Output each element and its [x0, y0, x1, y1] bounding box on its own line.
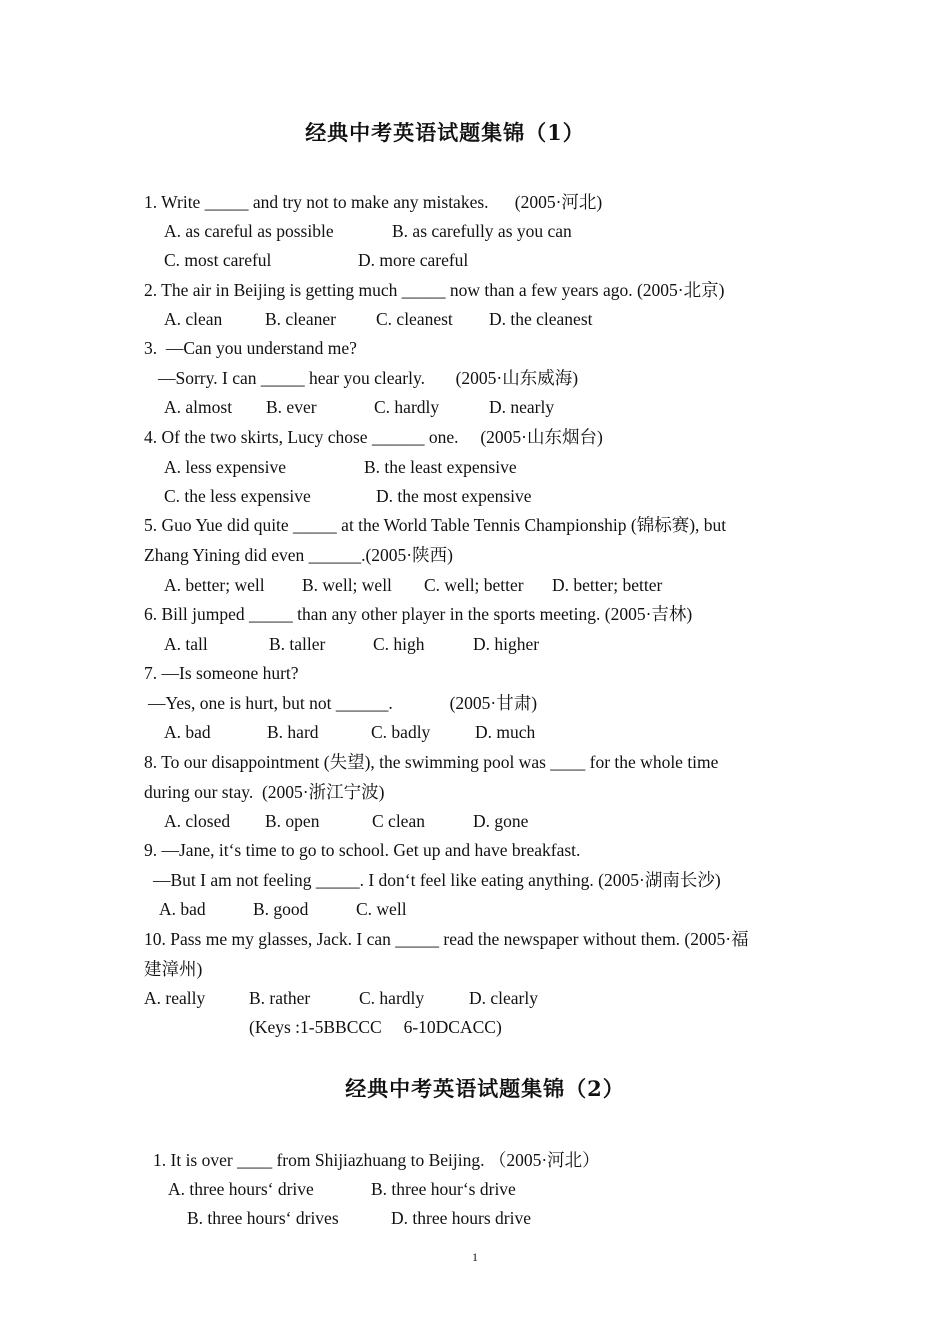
question-1-stem: 1. Write _____ and try not to make any mistakes. (2005·河北): [144, 192, 603, 212]
question-5-stem: 5. Guo Yue did quite _____ at the World Table Tennis Championship (锦标赛), but: [144, 515, 727, 535]
section-2-question-1-stem: 1. It is over ____ from Shijiazhuang to Beijing. （2005·河北）: [153, 1150, 600, 1170]
question-7-option-a: A. bad: [164, 722, 211, 742]
question-8-option-b: B. open: [265, 811, 320, 831]
question-2-option-d: D. the cleanest: [489, 309, 593, 329]
question-1-option-d: D. more careful: [358, 250, 469, 270]
question-6-stem: 6. Bill jumped _____ than any other player in the sports meeting. (2005·吉林): [144, 604, 693, 624]
question-2-option-a: A. clean: [164, 309, 223, 329]
question-5-option-b: B. well; well: [302, 575, 392, 595]
question-3-stem: 3. —Can you understand me?: [144, 338, 357, 358]
question-7-stem: 7. —Is someone hurt?: [144, 663, 299, 683]
question-8-stem-line-2: during our stay. (2005·浙江宁波): [144, 782, 385, 802]
question-7-option-d: D. much: [475, 722, 536, 742]
question-3-option-d: D. nearly: [489, 397, 555, 417]
question-10-stem-line-2: 建漳州): [144, 959, 203, 979]
question-10-option-c: C. hardly: [359, 988, 425, 1008]
section-2-question-1-option-a: A. three hours‘ drive: [168, 1179, 314, 1199]
question-9-stem-line-2: —But I am not feeling _____. I don‘t feel like eating anything. (2005·湖南长沙): [153, 870, 721, 890]
question-6-option-a: A. tall: [164, 634, 208, 654]
question-7-option-c: C. badly: [371, 722, 431, 742]
question-1-option-a: A. as careful as possible: [164, 221, 334, 241]
question-4-option-d: D. the most expensive: [376, 486, 532, 506]
question-2-option-b: B. cleaner: [265, 309, 336, 329]
question-3-stem-line-2: —Sorry. I can _____ hear you clearly. (2005·山东威海): [158, 368, 579, 388]
question-8-option-a: A. closed: [164, 811, 231, 831]
question-9-option-c: C. well: [356, 899, 407, 919]
question-1-option-c: C. most careful: [164, 250, 272, 270]
question-3-option-a: A. almost: [164, 397, 233, 417]
section-2-question-1-option-c: B. three hours‘ drives: [187, 1208, 339, 1228]
question-5-option-a: A. better; well: [164, 575, 265, 595]
question-5-stem-line-2: Zhang Yining did even ______.(2005·陕西): [144, 545, 453, 565]
section-2-question-1-option-d: D. three hours drive: [391, 1208, 531, 1228]
question-10-stem: 10. Pass me my glasses, Jack. I can _____ read the newspaper without them. (2005·福: [144, 929, 749, 949]
question-1-option-b: B. as carefully as you can: [392, 221, 572, 241]
question-8-option-d: D. gone: [473, 811, 529, 831]
question-5-option-d: D. better; better: [552, 575, 663, 595]
question-3-option-b: B. ever: [266, 397, 317, 417]
question-6-option-c: C. high: [373, 634, 425, 654]
question-6-option-d: D. higher: [473, 634, 540, 654]
question-9-stem: 9. —Jane, it‘s time to go to school. Get up and have breakfast.: [144, 840, 581, 860]
section-2-title: 经典中考英语试题集锦（2）: [345, 1076, 625, 1101]
question-4-option-a: A. less expensive: [164, 457, 286, 477]
question-7-stem-line-2: —Yes, one is hurt, but not ______. (2005·甘肃): [148, 693, 538, 713]
question-2-option-c: C. cleanest: [376, 309, 453, 329]
section-1-title: 经典中考英语试题集锦（1）: [305, 120, 585, 145]
question-5-option-c: C. well; better: [424, 575, 524, 595]
question-2-stem: 2. The air in Beijing is getting much _____ now than a few years ago. (2005·北京): [144, 280, 725, 300]
answer-keys: (Keys :1-5BBCCC 6-10DCACC): [249, 1017, 502, 1037]
question-10-option-d: D. clearly: [469, 988, 538, 1008]
question-6-option-b: B. taller: [269, 634, 326, 654]
question-10-option-a: A. really: [144, 988, 206, 1008]
question-4-option-c: C. the less expensive: [164, 486, 311, 506]
question-7-option-b: B. hard: [267, 722, 319, 742]
question-9-option-b: B. good: [253, 899, 309, 919]
page-number: 1: [472, 1250, 478, 1264]
question-8-stem: 8. To our disappointment (失望), the swimming pool was ____ for the whole time: [144, 752, 719, 772]
question-4-option-b: B. the least expensive: [364, 457, 517, 477]
question-10-option-b: B. rather: [249, 988, 311, 1008]
question-4-stem: 4. Of the two skirts, Lucy chose ______ one. (2005·山东烟台): [144, 427, 603, 447]
question-3-option-c: C. hardly: [374, 397, 440, 417]
question-8-option-c: C clean: [372, 811, 425, 831]
section-2-question-1-option-b: B. three hour‘s drive: [371, 1179, 516, 1199]
question-9-option-a: A. bad: [159, 899, 206, 919]
